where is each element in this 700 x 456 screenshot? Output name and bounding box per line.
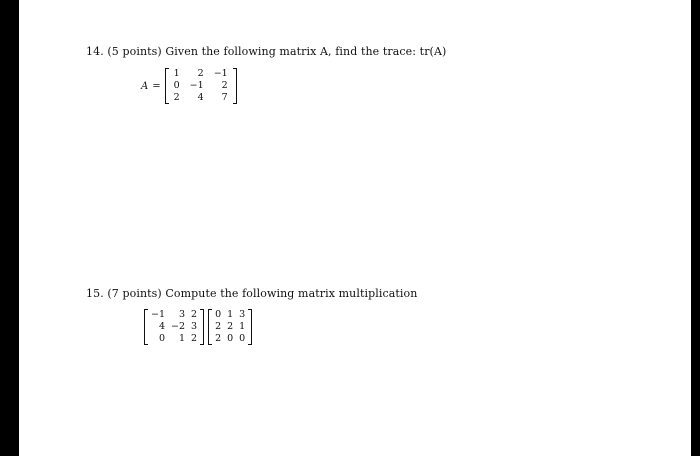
matrix-a-label: A — [141, 80, 149, 92]
matrix-cell: 4 — [158, 321, 166, 332]
left-matrix — [144, 309, 204, 345]
matrix-cell: 1 — [227, 309, 234, 320]
matrix-cell: 3 — [239, 309, 246, 320]
matrix-cell: 1 — [239, 321, 246, 332]
matrix-cell: 0 — [239, 333, 246, 344]
problem-15-expression — [144, 309, 252, 345]
matrix-cell: 2 — [197, 68, 204, 79]
matrix-row — [212, 309, 248, 321]
matrix-cell: 3 — [178, 309, 186, 320]
matrix-cell: 2 — [215, 333, 222, 344]
matrix-cell: 2 — [191, 309, 198, 320]
left-black-border — [0, 0, 19, 456]
matrix-cell: 2 — [191, 333, 198, 344]
matrix-row — [148, 321, 200, 333]
right-matrix — [208, 309, 252, 345]
matrix-cell: −2 — [171, 321, 186, 332]
matrix-cell: −1 — [151, 309, 166, 320]
matrix-cell: 4 — [197, 92, 204, 103]
matrix-row — [169, 68, 233, 80]
matrix-cell: 0 — [158, 333, 166, 344]
problem-15-heading: 15. (7 points) Compute the following matrix multiplication — [86, 287, 418, 300]
matrix-cell: 0 — [227, 333, 234, 344]
matrix-row — [169, 92, 233, 104]
problem-14-equation — [141, 68, 237, 104]
matrix-cell: 1 — [173, 68, 180, 79]
matrix-row — [148, 309, 200, 321]
matrix-row — [169, 80, 233, 92]
matrix-cell: 0 — [173, 80, 180, 91]
matrix-cell: −1 — [189, 80, 204, 91]
right-black-border — [691, 0, 700, 456]
matrix-cell: −1 — [213, 68, 228, 79]
matrix-row — [212, 321, 248, 333]
problem-14-heading: 14. (5 points) Given the following matrix A, find the trace: tr(A) — [86, 45, 447, 58]
matrix-cell: 2 — [221, 80, 228, 91]
matrix-cell: 7 — [221, 92, 228, 103]
document-page — [19, 0, 691, 456]
matrix-cell: 2 — [227, 321, 234, 332]
matrix-cell: 2 — [173, 92, 180, 103]
matrix-a — [165, 68, 237, 104]
matrix-cell: 1 — [178, 333, 186, 344]
matrix-cell: 0 — [215, 309, 222, 320]
matrix-row — [148, 333, 200, 345]
matrix-row — [212, 333, 248, 345]
matrix-cell: 2 — [215, 321, 222, 332]
equals-sign: = — [152, 80, 161, 92]
matrix-cell: 3 — [191, 321, 198, 332]
